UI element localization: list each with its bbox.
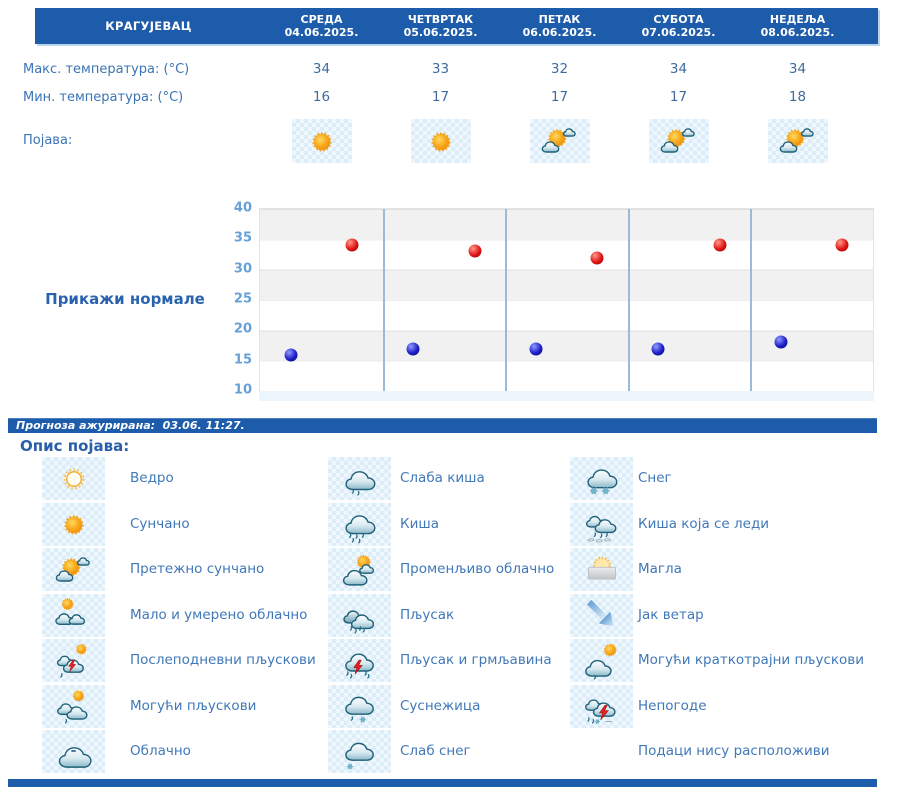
max-temp-label: Макс. температура: (°C) [23,62,190,77]
legend-row [0,684,900,730]
legend-row [0,729,900,775]
max-temp-value: 32 [550,61,569,77]
min-temp-point [775,336,788,349]
legend-label: Облачно [130,743,191,759]
max-temp-value: 34 [312,61,331,77]
min-temp-point [529,342,542,355]
min-temp-value: 17 [550,89,569,105]
storms-icon [570,685,633,728]
day-date: 06.06.2025. [522,26,597,39]
sunny-icon [292,119,352,163]
partly-cloudy-icon [42,594,105,637]
clear-icon [42,457,105,500]
min-temp-point [284,348,297,361]
chart-y-axis [222,200,252,398]
legend-label: Слаба киша [400,470,485,486]
phenomena-legend [0,456,900,775]
legend-label: Пљусак и грмљавина [400,652,552,668]
y-axis-tick: 20 [233,321,252,337]
legend-label: Непогоде [638,697,707,714]
chart-plot [259,208,874,392]
max-temp-value: 33 [431,61,450,77]
legend-label: Магла [638,561,682,577]
mostly-sunny-icon [42,548,105,591]
legend-label: Мало и умерено облачно [130,606,308,623]
y-axis-tick: 35 [233,230,252,246]
sleet-icon [328,685,391,728]
min-temp-value: 18 [788,89,807,105]
sunny-icon [42,503,105,546]
legend-row [0,593,900,639]
possible-brief-showers-icon [570,639,633,682]
min-temp-point [652,342,665,355]
day-name: СРЕДА [300,13,343,26]
legend-label: Могући краткотрајни пљускови [638,652,865,668]
legend-label: Киша која се леди [638,515,770,532]
y-axis-tick: 40 [233,200,252,216]
min-temp-value: 17 [431,89,450,105]
day-separator-line [383,209,385,391]
day-header-sunday [738,13,857,39]
day-header-wednesday [262,13,381,39]
mostly-sunny-icon [768,119,828,163]
day-name: ПЕТАК [538,13,581,26]
max-temp-point [345,239,358,252]
legend-row [0,638,900,684]
max-temp-point [468,245,481,258]
no-data-dash: - [70,743,77,759]
min-temp-values-row [262,89,857,105]
legend-row [0,547,900,593]
legend-label: Сунчано [130,515,190,532]
min-temp-label: Мин. температура: (°C) [23,90,184,105]
day-header-friday [500,13,619,39]
shower-thunder-icon [328,639,391,682]
max-temp-point [713,239,726,252]
legend-label: Суснежица [400,697,481,714]
day-name: СУБОТА [653,13,704,26]
city-name: КРАГУЈЕВАЦ [105,19,192,33]
legend-label: Променљиво облачно [400,561,555,577]
y-axis-tick: 15 [233,352,252,368]
max-temp-value: 34 [669,61,688,77]
day-separator-line [505,209,507,391]
fog-icon [570,548,633,591]
legend-title: Опис појава: [20,437,130,455]
legend-label: Претежно сунчано [130,561,265,577]
bottom-bar [8,779,877,787]
y-axis-tick: 10 [233,382,252,398]
day-separator-line [750,209,752,391]
show-normals-link[interactable]: Прикажи нормале [45,290,205,308]
forecast-updated-bar: Прогноза ажурирана: 03.06. 11:27. [8,418,877,433]
chart-x-axis-strip [259,391,874,401]
day-date: 05.06.2025. [403,26,478,39]
y-axis-tick: 25 [233,291,252,307]
sunny-icon [411,119,471,163]
day-date: 08.06.2025. [760,26,835,39]
y-axis-tick: 30 [233,261,252,277]
max-temp-value: 34 [788,61,807,77]
legend-label: Могући пљускови [130,697,257,714]
strong-wind-icon [570,594,633,637]
max-temp-values-row [262,61,857,77]
light-snow-icon [328,730,391,773]
mostly-sunny-icon [530,119,590,163]
forecast-table-header [35,8,878,44]
min-temp-value: 17 [669,89,688,105]
day-name: ЧЕТВРТАК [407,13,474,26]
legend-label: Послеподневни пљускови [130,652,316,668]
legend-row [0,502,900,548]
max-temp-point [836,239,849,252]
max-temp-point [591,251,604,264]
min-temp-point [407,342,420,355]
variable-cloudy-icon [328,548,391,591]
day-name: НЕДЕЉА [769,13,826,26]
freezing-rain-icon [570,503,633,546]
legend-label: Снег [638,470,672,486]
day-header-thursday [381,13,500,39]
day-date: 07.06.2025. [641,26,716,39]
legend-label: Слаб снег [400,743,471,759]
legend-label: Ведро [130,470,174,486]
phenomena-label: Појава: [23,133,73,148]
legend-row [0,456,900,502]
legend-label: Киша [400,515,439,532]
snow-icon [570,457,633,500]
day-header-saturday [619,13,738,39]
legend-label: Јак ветар [638,606,704,623]
light-rain-icon [328,457,391,500]
legend-label: Подаци нису расположиви [638,743,830,759]
day-date: 04.06.2025. [284,26,359,39]
rain-icon [328,503,391,546]
min-temp-value: 16 [312,89,331,105]
shower-icon [328,594,391,637]
mostly-sunny-icon [649,119,709,163]
afternoon-showers-icon [42,639,105,682]
possible-showers-icon [42,685,105,728]
day-separator-line [628,209,630,391]
legend-label: Пљусак [400,606,455,623]
